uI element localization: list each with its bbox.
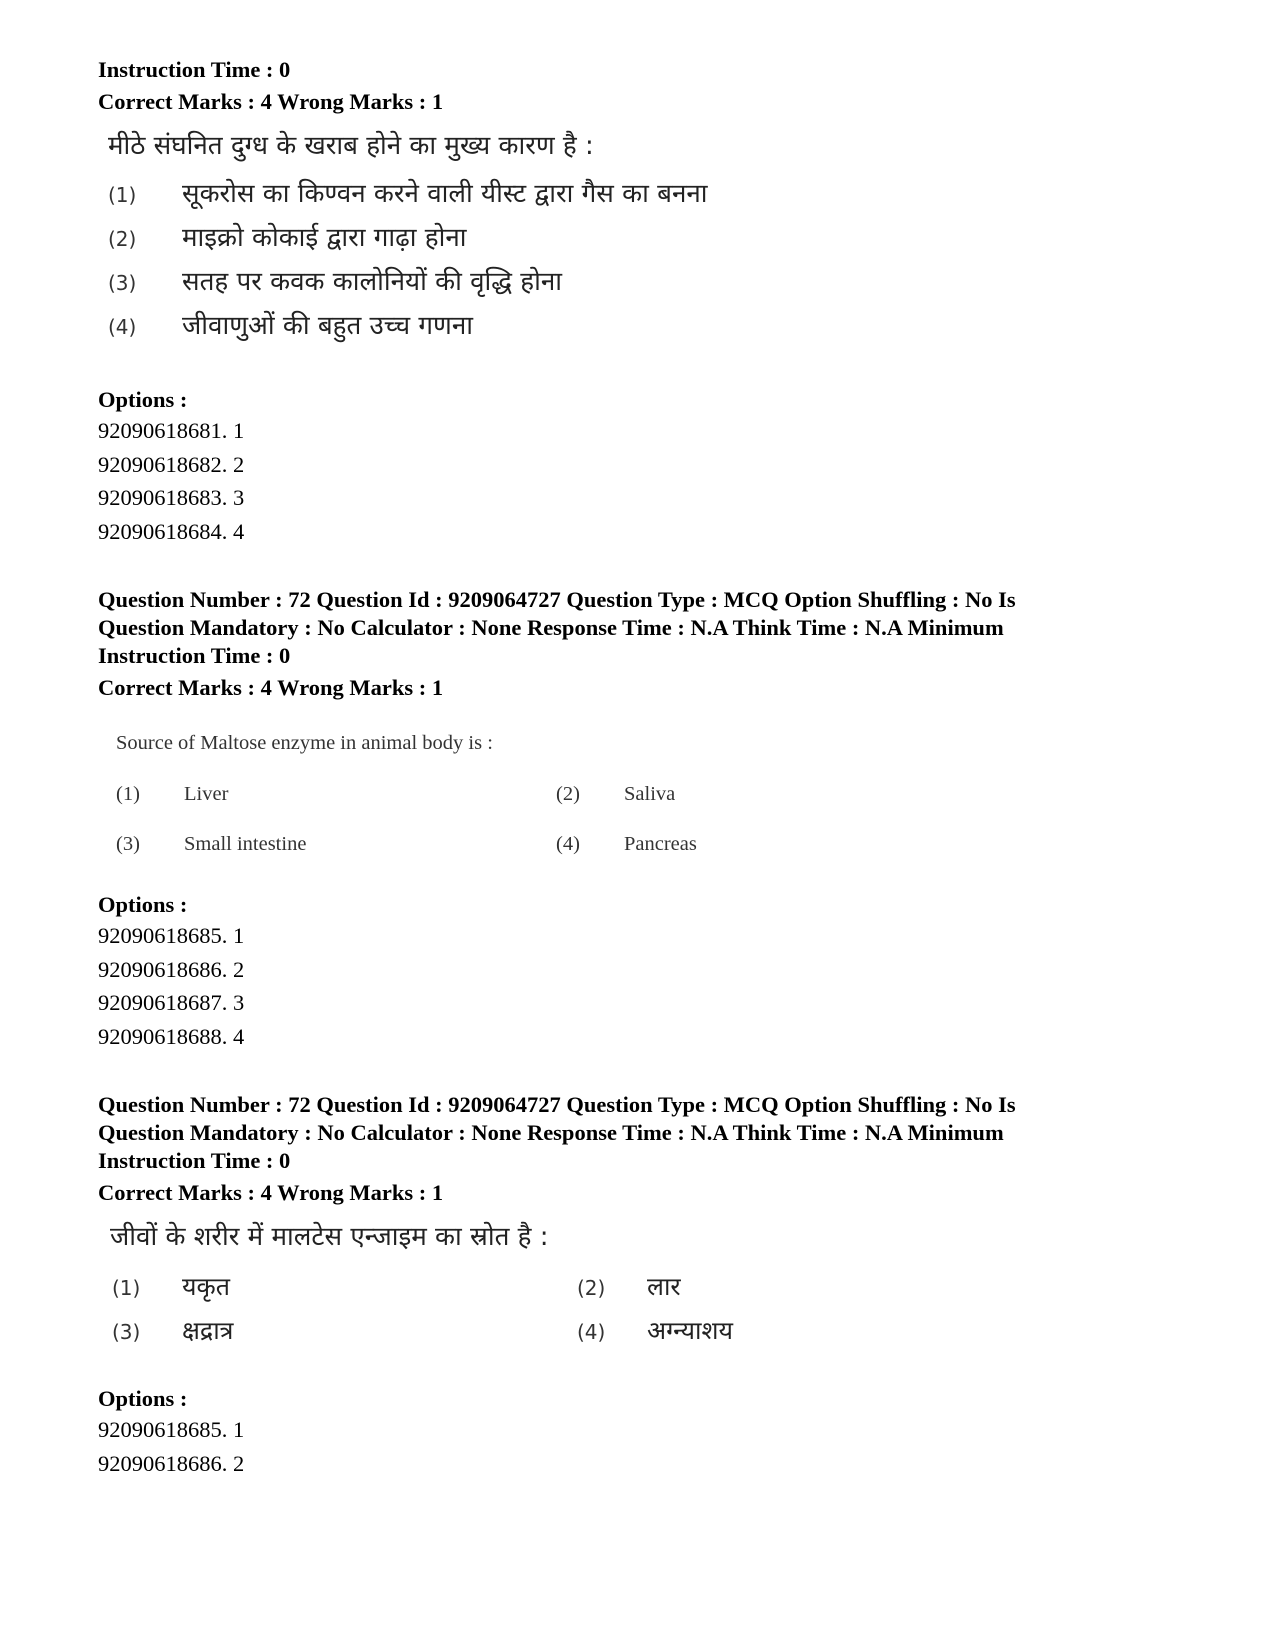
choice-number: (4)	[556, 833, 580, 855]
question-image-hindi	[98, 128, 1178, 350]
option-item: 92090618688. 4	[98, 1023, 245, 1049]
choice-text: सतह पर कवक कालोनियों की वृद्धि होना	[182, 267, 562, 297]
question-stem: मीठे संघनित दुग्ध के खराब होने का मुख्य कारण है :	[108, 131, 594, 161]
choice-number: (1)	[112, 1276, 141, 1300]
instruction-time: Instruction Time : 0	[98, 643, 291, 668]
choice-text: Liver	[184, 783, 229, 805]
options-label: Options :	[98, 892, 188, 917]
choice-text: सूकरोस का किण्वन करने वाली यीस्ट द्वारा गैस का बनना	[182, 179, 708, 209]
choice-row	[108, 174, 1178, 218]
choice-number: (1)	[108, 183, 137, 207]
question-stem: जीवों के शरीर में मालटेस एन्जाइम का स्रोत है :	[110, 1222, 549, 1252]
choice-text: क्षद्रात्र	[182, 1316, 234, 1345]
marks-line: Correct Marks : 4 Wrong Marks : 1	[98, 675, 444, 700]
choice-text: यकृत	[182, 1272, 230, 1301]
question-image-hindi	[98, 1219, 1178, 1357]
choice-text: Saliva	[624, 783, 676, 805]
question-header: Question Mandatory : No Calculator : None Response Time : N.A Think Time : N.A Minimum	[98, 615, 1004, 640]
option-item: 92090618685. 1	[98, 923, 245, 948]
choice-text: अग्न्याशय	[647, 1316, 733, 1345]
question-stem: Source of Maltose enzyme in animal body is :	[116, 732, 493, 754]
option-item: 92090618686. 2	[98, 956, 245, 982]
question-paper-page	[98, 56, 1178, 1480]
option-item: 92090618687. 3	[98, 990, 245, 1015]
choice-cell	[556, 833, 856, 883]
choice-number: (4)	[577, 1320, 606, 1344]
question-header: Question Number : 72 Question Id : 9209064727 Question Type : MCQ Option Shuffling : No Is	[98, 587, 1016, 612]
instruction-time: Instruction Time : 0	[98, 1148, 291, 1173]
choice-cell	[112, 1269, 577, 1313]
choice-number: (2)	[577, 1276, 606, 1300]
choice-cell	[112, 1313, 577, 1357]
choice-row	[108, 306, 1178, 350]
instruction-time: Instruction Time : 0	[98, 57, 291, 82]
options-label: Options :	[98, 1386, 188, 1411]
choice-cell	[116, 833, 556, 883]
choice-row	[108, 218, 1178, 262]
choice-text: Pancreas	[624, 833, 697, 855]
option-item: 92090618682. 2	[98, 451, 245, 477]
choice-number: (3)	[108, 271, 137, 295]
marks-line: Correct Marks : 4 Wrong Marks : 1	[98, 89, 444, 114]
choice-number: (1)	[116, 783, 140, 805]
choice-cell	[577, 1269, 877, 1313]
choice-cell	[116, 783, 556, 833]
option-item: 92090618681. 1	[98, 418, 245, 443]
question-header: Question Number : 72 Question Id : 9209064727 Question Type : MCQ Option Shuffling : No Is	[98, 1092, 1016, 1117]
marks-line: Correct Marks : 4 Wrong Marks : 1	[98, 1180, 444, 1205]
choice-text: Small intestine	[184, 833, 307, 855]
choice-row	[108, 262, 1178, 306]
choice-number: (2)	[108, 227, 137, 251]
choice-cell	[577, 1313, 877, 1357]
question-header: Question Mandatory : No Calculator : None Response Time : N.A Think Time : N.A Minimum	[98, 1120, 1004, 1145]
choice-text: लार	[647, 1272, 681, 1301]
option-item: 92090618684. 4	[98, 518, 245, 544]
options-label: Options :	[98, 387, 188, 412]
choice-number: (2)	[556, 783, 580, 805]
choice-number: (3)	[112, 1320, 141, 1344]
choice-number: (3)	[116, 833, 140, 855]
question-image-english	[98, 732, 1178, 883]
option-item: 92090618686. 2	[98, 1450, 245, 1476]
choice-text: जीवाणुओं की बहुत उच्च गणना	[182, 311, 473, 341]
option-item: 92090618683. 3	[98, 485, 245, 510]
choice-text: माइक्रो कोकाई द्वारा गाढ़ा होना	[182, 223, 467, 253]
choice-number: (4)	[108, 315, 137, 339]
choice-cell	[556, 783, 856, 833]
option-item: 92090618685. 1	[98, 1417, 245, 1442]
